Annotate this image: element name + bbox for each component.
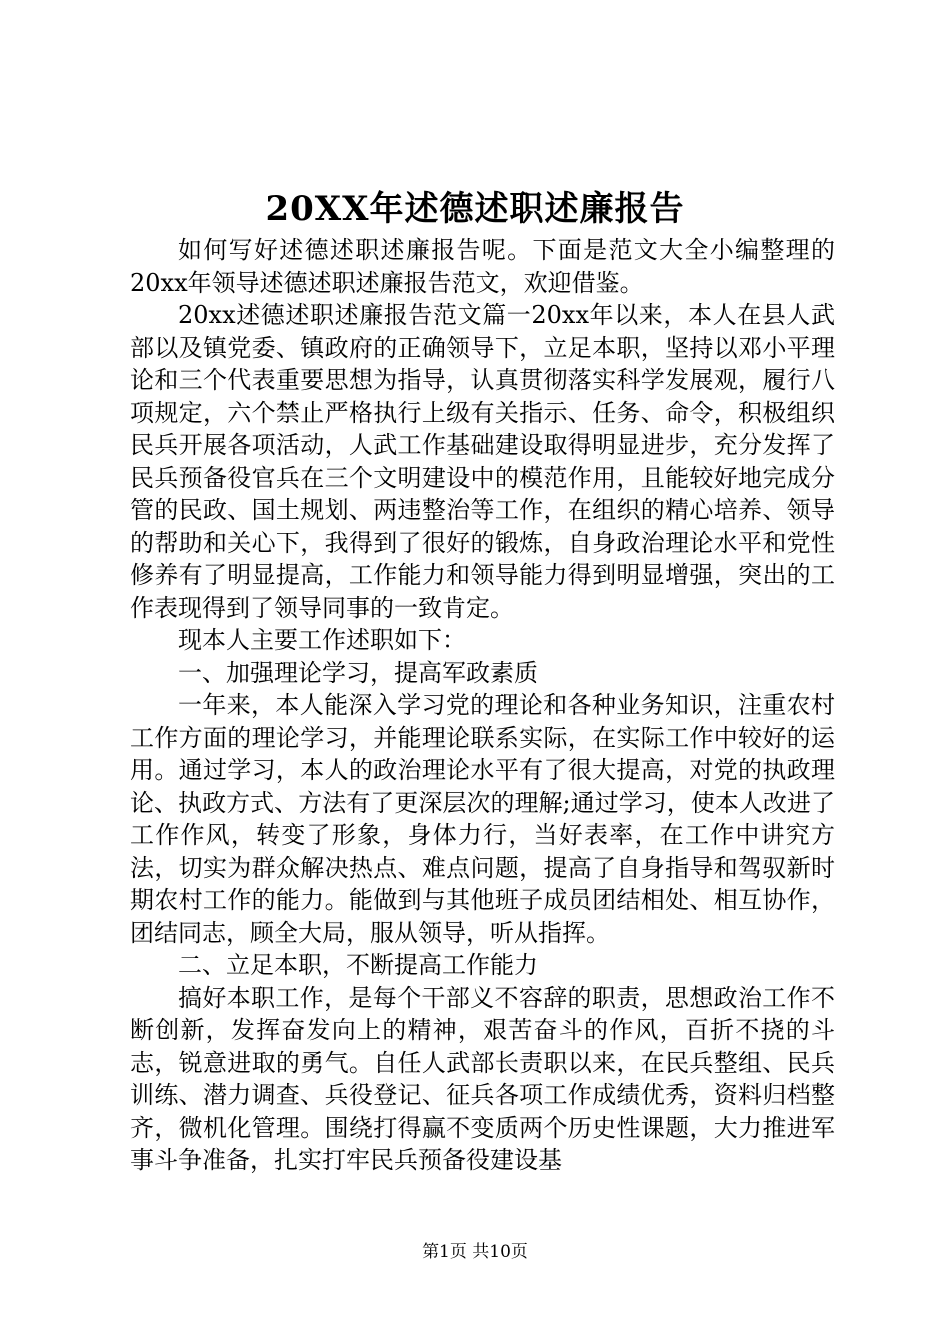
document-title: 20XX年述德述职述廉报告 (265, 189, 685, 229)
section-heading-2: 二、立足本职，不断提高工作能力 (178, 951, 538, 979)
paragraph-section-1: 一年来，本人能深入学习党的理论和各种业务知识，注重农村工作方面的理论学习，并能理论联系实际，在实际工作中较好的运用。通过学习，本人的政治理论水平有了很大提高，对党的执政理论、执政方式、方法有了更深层次的理解;通过学习，使本人改进了工作作风，转变了形象，身体力行，当好表率，在工作中讲究方法，切实为群众解决热点、难点问题，提高了自身指导和驾驭新时期农村工作的能力。能做到与其他班子成员团结相处、相互协作，团结同志，顾全大局，服从领导，听从指挥。 (130, 691, 835, 947)
document-body (130, 234, 835, 1177)
paragraph-lead-in: 现本人主要工作述职如下： (178, 626, 466, 654)
section-heading-1: 一、加强理论学习，提高军政素质 (178, 658, 538, 687)
paragraph-section-2: 搞好本职工作，是每个干部义不容辞的职责，思想政治工作不断创新，发挥奋发向上的精神，艰苦奋斗的作风，百折不挠的斗志，锐意进取的勇气。自任人武部长责职以来，在民兵整组、民兵训练、潜力调查、兵役登记、征兵各项工作成绩优秀，资料归档整齐，微机化管理。围绕打得赢不变质两个历史性课题，大力推进军事斗争准备，扎实打牢民兵预备役建设基 (130, 983, 835, 1174)
paragraph-intro: 如何写好述德述职述廉报告呢。下面是范文大全小编整理的20xx年领导述德述职述廉报告范文，欢迎借鉴。 (130, 236, 835, 297)
page-number-footer: 第1页 共10页 (422, 1242, 528, 1262)
paragraph-main: 20xx述德述职述廉报告范文篇一20xx年以来，本人在县人武部以及镇党委、镇政府的正确领导下，立足本职，坚持以邓小平理论和三个代表重要思想为指导，认真贯彻落实科学发展观，履行八项规定，六个禁止严格执行上级有关指示、任务、命令，积极组织民兵开展各项活动，人武工作基础建设取得明显进步，充分发挥了民兵预备役官兵在三个文明建设中的模范作用，且能较好地完成分管的民政、国土规划、两违整治等工作，在组织的精心培养、领导的帮助和关心下，我得到了很好的锻炼，自身政治理论水平和党性修养有了明显提高，工作能力和领导能力得到明显增强，突出的工作表现得到了领导同事的一致肯定。 (130, 301, 835, 622)
